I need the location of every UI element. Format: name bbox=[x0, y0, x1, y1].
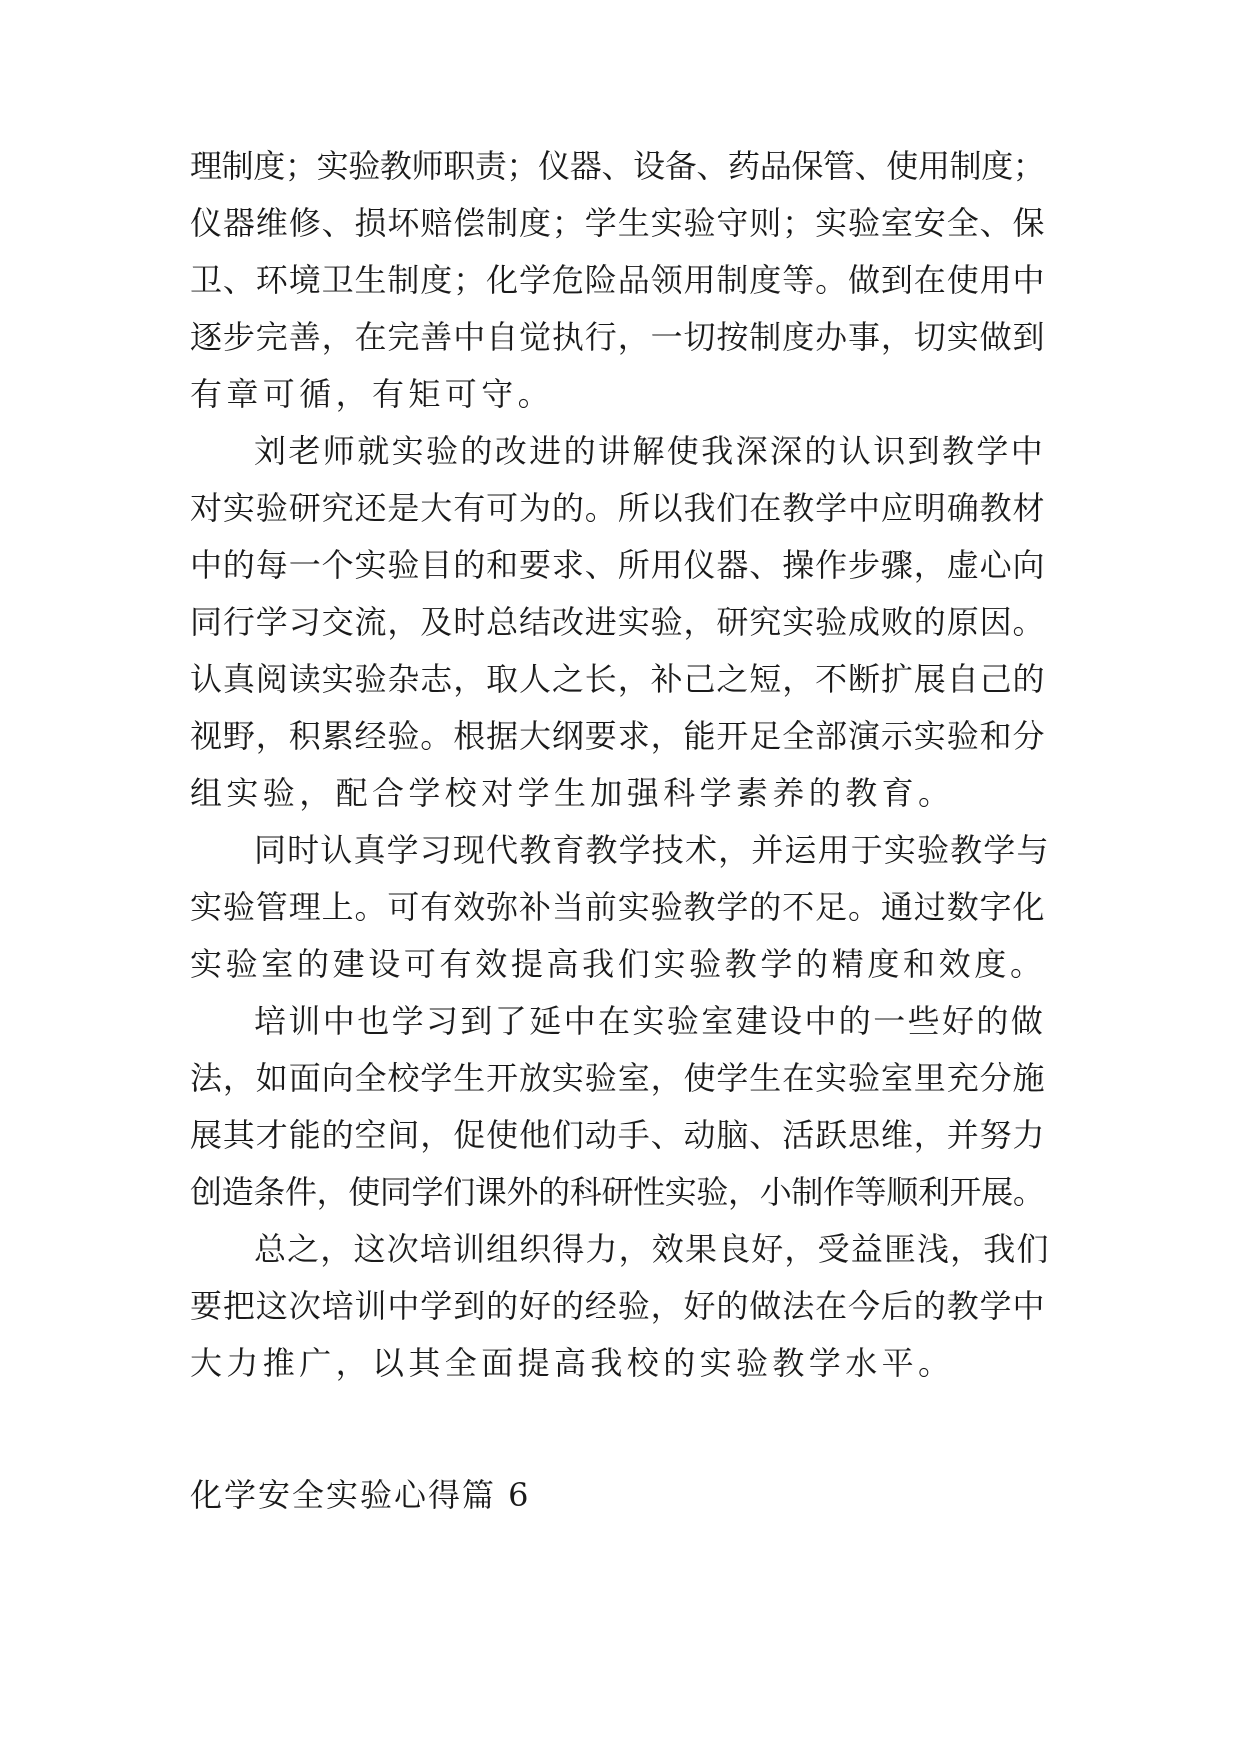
paragraph-2-line-3: 中的每一个实验目的和要求、所用仪器、操作步骤，虚心向 bbox=[190, 546, 1046, 584]
paragraph-2-line-1: 刘老师就实验的改进的讲解使我深深的认识到教学中 bbox=[254, 432, 1046, 470]
paragraph-5-line-2: 要把这次培训中学到的好的经验，好的做法在今后的教学中 bbox=[190, 1287, 1046, 1325]
paragraph-1-line-1: 理制度；实验教师职责；仪器、设备、药品保管、使用制度； bbox=[190, 147, 1045, 185]
paragraph-5-line-3: 大力推广，以其全面提高我校的实验教学水平。 bbox=[190, 1344, 955, 1382]
paragraph-1-line-3: 卫、环境卫生制度；化学危险品领用制度等。做到在使用中 bbox=[190, 261, 1046, 299]
paragraph-1-line-2: 仪器维修、损坏赔偿制度；学生实验守则；实验室安全、保 bbox=[190, 204, 1046, 242]
paragraph-3-line-1: 同时认真学习现代教育教学技术，并运用于实验教学与 bbox=[254, 831, 1050, 869]
paragraph-2-line-7: 组实验，配合学校对学生加强科学素养的教育。 bbox=[190, 774, 955, 812]
paragraph-4-line-4: 创造条件，使同学们课外的科研性实验，小制作等顺利开展。 bbox=[190, 1173, 1045, 1211]
paragraph-4-line-3: 展其才能的空间，促使他们动手、动脑、活跃思维，并努力 bbox=[190, 1116, 1046, 1154]
paragraph-5-line-1: 总之，这次培训组织得力，效果良好，受益匪浅，我们 bbox=[254, 1230, 1050, 1268]
paragraph-4-line-2: 法，如面向全校学生开放实验室，使学生在实验室里充分施 bbox=[190, 1059, 1046, 1097]
paragraph-1-line-4: 逐步完善，在完善中自觉执行，一切按制度办事，切实做到 bbox=[190, 318, 1046, 356]
paragraph-2-line-4: 同行学习交流，及时总结改进实验，研究实验成败的原因。 bbox=[190, 603, 1046, 641]
paragraph-3-line-2: 实验管理上。可有效弥补当前实验教学的不足。通过数字化 bbox=[190, 888, 1046, 926]
paragraph-2-line-5: 认真阅读实验杂志，取人之长，补己之短，不断扩展自己的 bbox=[190, 660, 1046, 698]
section-heading: 化学安全实验心得篇 6 bbox=[190, 1476, 531, 1514]
paragraph-2-line-2: 对实验研究还是大有可为的。所以我们在教学中应明确教材 bbox=[190, 489, 1046, 527]
paragraph-1-line-5: 有章可循，有矩可守。 bbox=[190, 375, 555, 413]
paragraph-3-line-3: 实验室的建设可有效提高我们实验教学的精度和效度。 bbox=[190, 945, 1046, 983]
paragraph-2-line-6: 视野，积累经验。根据大纲要求，能开足全部演示实验和分 bbox=[190, 717, 1046, 755]
paragraph-4-line-1: 培训中也学习到了延中在实验室建设中的一些好的做 bbox=[254, 1002, 1046, 1040]
